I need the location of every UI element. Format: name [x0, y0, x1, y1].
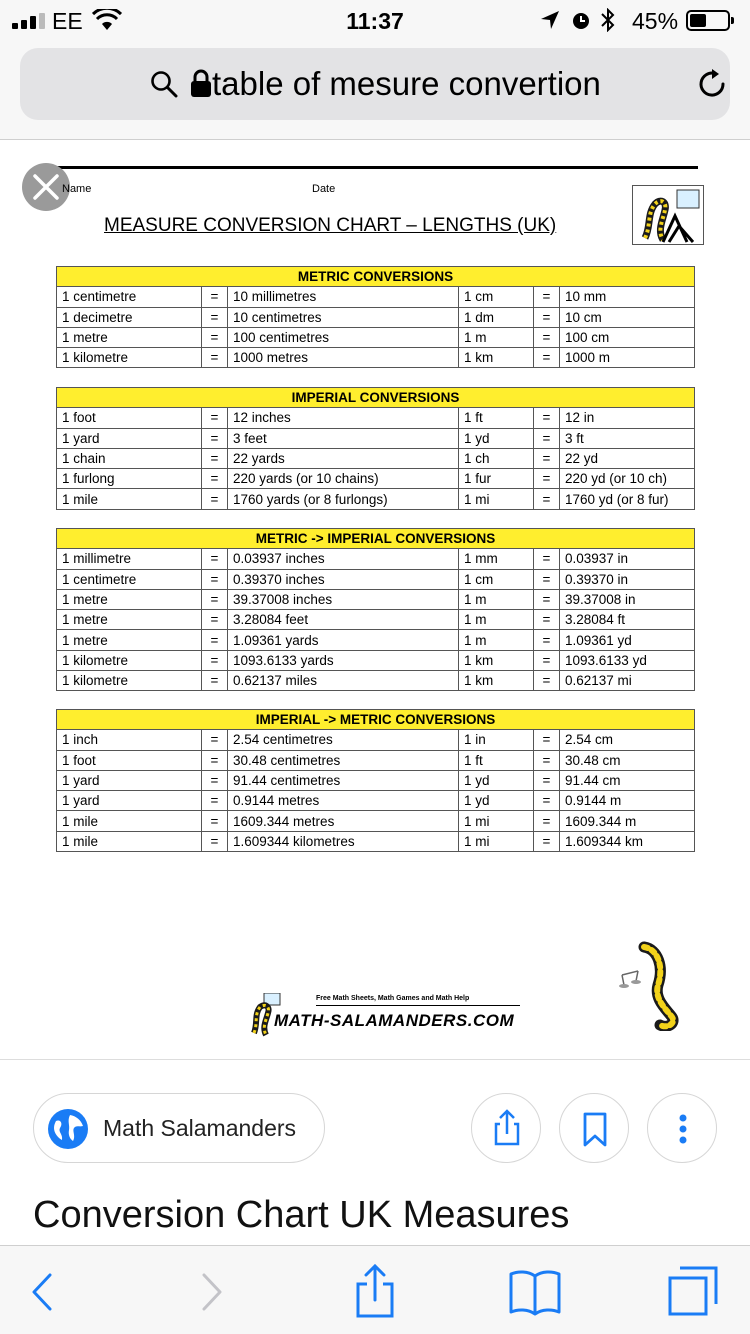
- search-icon: [150, 70, 178, 98]
- table-cell: 1.09361 yards: [228, 630, 459, 650]
- salamander-logo: [632, 185, 704, 245]
- table-cell: =: [202, 730, 228, 750]
- table-cell: =: [202, 348, 228, 368]
- table-cell: 1.09361 yd: [560, 630, 695, 650]
- table-row: [57, 287, 695, 307]
- table-cell: 1 km: [459, 348, 534, 368]
- table-header: METRIC -> IMPERIAL CONVERSIONS: [57, 529, 695, 549]
- table-row: [57, 650, 695, 670]
- table-cell: 3.28084 ft: [560, 610, 695, 630]
- table-cell: 1 ft: [459, 408, 534, 428]
- source-name: Math Salamanders: [103, 1115, 297, 1141]
- table-row: [57, 770, 695, 790]
- table-cell: 39.37008 in: [560, 589, 695, 609]
- table-cell: 100 cm: [560, 327, 695, 347]
- table-cell: 10 mm: [560, 287, 695, 307]
- table-cell: =: [534, 348, 560, 368]
- table-cell: =: [534, 791, 560, 811]
- table-cell: 12 in: [560, 408, 695, 428]
- table-row: [57, 589, 695, 609]
- table-cell: 0.39370 inches: [228, 569, 459, 589]
- status-bar: [0, 0, 750, 40]
- table-cell: 1 mi: [459, 811, 534, 831]
- source-button[interactable]: [33, 1093, 325, 1163]
- document-top-rule: [52, 166, 698, 169]
- table-cell: 1 metre: [57, 610, 202, 630]
- table-row: [57, 489, 695, 509]
- browser-top-bar: [0, 0, 750, 140]
- table-cell: =: [534, 750, 560, 770]
- status-time: 11:37: [346, 8, 404, 34]
- reload-icon[interactable]: [696, 68, 728, 100]
- table-cell: 1 foot: [57, 408, 202, 428]
- table-cell: =: [202, 408, 228, 428]
- table-header: METRIC CONVERSIONS: [57, 267, 695, 287]
- table-cell: 1000 m: [560, 348, 695, 368]
- battery-fill: [690, 14, 706, 27]
- share-icon: [472, 1094, 542, 1164]
- document-title: MEASURE CONVERSION CHART – LENGTHS (UK): [104, 215, 557, 236]
- table-row: [57, 307, 695, 327]
- table-cell: 1 centimetre: [57, 287, 202, 307]
- table-cell: =: [534, 589, 560, 609]
- table-cell: 1 mile: [57, 489, 202, 509]
- table-row: [57, 630, 695, 650]
- share-icon[interactable]: [352, 1262, 398, 1320]
- share-result-button[interactable]: [471, 1093, 541, 1163]
- table-cell: =: [534, 327, 560, 347]
- table-row: [57, 549, 695, 569]
- table-cell: 1 mile: [57, 831, 202, 851]
- table-cell: 1 m: [459, 589, 534, 609]
- table-cell: =: [534, 428, 560, 448]
- lock-icon: [190, 68, 212, 98]
- table-cell: 1 chain: [57, 448, 202, 468]
- table-cell: 1 in: [459, 730, 534, 750]
- table-cell: 1 ch: [459, 448, 534, 468]
- table-cell: =: [202, 287, 228, 307]
- bluetooth-icon: [600, 8, 616, 32]
- table-cell: 1 m: [459, 630, 534, 650]
- table-cell: 1 kilometre: [57, 671, 202, 691]
- table-cell: 1 yard: [57, 791, 202, 811]
- table-cell: =: [534, 630, 560, 650]
- table-row: [57, 610, 695, 630]
- imperial-to-metric-table: [56, 709, 695, 852]
- table-cell: =: [534, 489, 560, 509]
- footer-tagline: Free Math Sheets, Math Games and Math Help: [316, 995, 470, 1002]
- address-text[interactable]: table of mesure convertion: [212, 65, 601, 102]
- forward-icon[interactable]: [196, 1272, 226, 1312]
- table-cell: 1 yard: [57, 428, 202, 448]
- table-cell: 1 furlong: [57, 469, 202, 489]
- table-row: [57, 730, 695, 750]
- salamander-logo-icon: [633, 186, 705, 246]
- table-cell: 1000 metres: [228, 348, 459, 368]
- table-cell: 1 yard: [57, 770, 202, 790]
- table-cell: 12 inches: [228, 408, 459, 428]
- table-cell: 1 fur: [459, 469, 534, 489]
- table-row: [57, 750, 695, 770]
- bookmark-result-button[interactable]: [559, 1093, 629, 1163]
- table-header: IMPERIAL -> METRIC CONVERSIONS: [57, 710, 695, 730]
- table-cell: 10 centimetres: [228, 307, 459, 327]
- alarm-icon: [570, 9, 592, 31]
- table-cell: 1 m: [459, 610, 534, 630]
- globe-icon: [48, 1109, 88, 1149]
- table-cell: =: [202, 791, 228, 811]
- table-cell: 1 mi: [459, 489, 534, 509]
- table-header-row: [57, 267, 695, 287]
- table-row: [57, 327, 695, 347]
- metric-conversions-table: [56, 266, 695, 368]
- table-header-row: [57, 388, 695, 408]
- table-cell: 1 cm: [459, 287, 534, 307]
- table-cell: 1093.6133 yards: [228, 650, 459, 670]
- tabs-icon[interactable]: [666, 1264, 720, 1318]
- table-cell: =: [202, 650, 228, 670]
- table-cell: =: [534, 549, 560, 569]
- table-cell: 1 m: [459, 327, 534, 347]
- table-cell: =: [534, 469, 560, 489]
- table-cell: =: [534, 408, 560, 428]
- table-cell: 0.9144 metres: [228, 791, 459, 811]
- table-cell: =: [534, 448, 560, 468]
- location-icon: [540, 10, 560, 30]
- table-cell: 1.609344 km: [560, 831, 695, 851]
- table-cell: =: [534, 307, 560, 327]
- table-row: [57, 831, 695, 851]
- table-cell: 1093.6133 yd: [560, 650, 695, 670]
- table-row: [57, 671, 695, 691]
- table-cell: =: [202, 770, 228, 790]
- table-cell: =: [202, 671, 228, 691]
- table-cell: =: [534, 831, 560, 851]
- document-preview: [0, 141, 750, 1059]
- table-cell: 22 yd: [560, 448, 695, 468]
- table-cell: 1 foot: [57, 750, 202, 770]
- result-title[interactable]: Conversion Chart UK Measures: [33, 1194, 570, 1236]
- table-cell: 3 feet: [228, 428, 459, 448]
- more-options-button[interactable]: [647, 1093, 717, 1163]
- table-row: [57, 408, 695, 428]
- table-cell: 1760 yards (or 8 furlongs): [228, 489, 459, 509]
- table-cell: =: [202, 811, 228, 831]
- table-cell: =: [202, 831, 228, 851]
- table-cell: 1 kilometre: [57, 348, 202, 368]
- table-cell: 1 yd: [459, 770, 534, 790]
- battery-icon: [686, 10, 730, 31]
- name-label: Name: [62, 183, 92, 195]
- table-cell: 0.9144 m: [560, 791, 695, 811]
- table-cell: 10 millimetres: [228, 287, 459, 307]
- table-cell: =: [202, 489, 228, 509]
- browser-toolbar: [0, 1245, 750, 1334]
- table-cell: =: [202, 630, 228, 650]
- table-cell: 1 decimetre: [57, 307, 202, 327]
- table-cell: =: [534, 730, 560, 750]
- card-separator: [0, 1059, 750, 1060]
- table-cell: =: [202, 589, 228, 609]
- table-cell: 1 mi: [459, 831, 534, 851]
- date-label: Date: [312, 183, 336, 195]
- table-row: [57, 469, 695, 489]
- table-cell: 220 yards (or 10 chains): [228, 469, 459, 489]
- table-cell: 1760 yd (or 8 fur): [560, 489, 695, 509]
- table-cell: 0.39370 in: [560, 569, 695, 589]
- imperial-conversions-table: [56, 387, 695, 510]
- table-cell: 0.62137 miles: [228, 671, 459, 691]
- table-cell: 1 mm: [459, 549, 534, 569]
- table-cell: 3.28084 feet: [228, 610, 459, 630]
- table-row: [57, 569, 695, 589]
- table-cell: 39.37008 inches: [228, 589, 459, 609]
- table-row: [57, 348, 695, 368]
- table-cell: 1 dm: [459, 307, 534, 327]
- table-cell: 1 mile: [57, 811, 202, 831]
- table-cell: 0.03937 in: [560, 549, 695, 569]
- table-cell: 10 cm: [560, 307, 695, 327]
- table-cell: 30.48 centimetres: [228, 750, 459, 770]
- table-cell: 91.44 centimetres: [228, 770, 459, 790]
- battery-nub: [731, 17, 734, 24]
- table-row: [57, 811, 695, 831]
- table-cell: =: [534, 671, 560, 691]
- table-cell: 0.62137 mi: [560, 671, 695, 691]
- table-cell: 2.54 cm: [560, 730, 695, 750]
- table-cell: 1609.344 metres: [228, 811, 459, 831]
- footer-rule: [316, 1005, 520, 1006]
- table-cell: =: [202, 327, 228, 347]
- table-cell: =: [534, 569, 560, 589]
- table-cell: 91.44 cm: [560, 770, 695, 790]
- table-cell: 3 ft: [560, 428, 695, 448]
- table-cell: 1 km: [459, 650, 534, 670]
- table-header-row: [57, 529, 695, 549]
- table-cell: 100 centimetres: [228, 327, 459, 347]
- table-cell: 1 metre: [57, 630, 202, 650]
- table-cell: 1.609344 kilometres: [228, 831, 459, 851]
- battery-percent: 45%: [632, 8, 679, 34]
- back-icon[interactable]: [28, 1272, 58, 1312]
- table-cell: 1 km: [459, 671, 534, 691]
- table-cell: 22 yards: [228, 448, 459, 468]
- table-row: [57, 791, 695, 811]
- table-row: [57, 428, 695, 448]
- table-cell: =: [202, 428, 228, 448]
- bookmarks-icon[interactable]: [508, 1268, 562, 1316]
- table-cell: 1 centimetre: [57, 569, 202, 589]
- table-cell: =: [202, 569, 228, 589]
- table-cell: 1 yd: [459, 791, 534, 811]
- table-cell: =: [534, 650, 560, 670]
- table-cell: 30.48 cm: [560, 750, 695, 770]
- table-cell: =: [202, 610, 228, 630]
- table-header: IMPERIAL CONVERSIONS: [57, 388, 695, 408]
- table-cell: =: [534, 811, 560, 831]
- more-icon: [648, 1094, 718, 1164]
- table-cell: =: [534, 287, 560, 307]
- table-cell: =: [202, 549, 228, 569]
- table-cell: 2.54 centimetres: [228, 730, 459, 750]
- table-cell: 1 kilometre: [57, 650, 202, 670]
- table-cell: 1 ft: [459, 750, 534, 770]
- table-cell: =: [202, 448, 228, 468]
- table-cell: 1 metre: [57, 327, 202, 347]
- table-header-row: [57, 710, 695, 730]
- footer-site-name: MATH-SALAMANDERS.COM: [274, 1011, 515, 1030]
- table-cell: 1 metre: [57, 589, 202, 609]
- table-cell: 0.03937 inches: [228, 549, 459, 569]
- table-cell: 1 yd: [459, 428, 534, 448]
- table-cell: =: [202, 469, 228, 489]
- salamander-illustration: [618, 941, 690, 1031]
- table-row: [57, 448, 695, 468]
- bookmark-icon: [560, 1094, 630, 1164]
- table-cell: 1 cm: [459, 569, 534, 589]
- table-cell: 220 yd (or 10 ch): [560, 469, 695, 489]
- table-cell: 1 inch: [57, 730, 202, 750]
- table-cell: 1 millimetre: [57, 549, 202, 569]
- metric-to-imperial-table: [56, 528, 695, 691]
- table-cell: 1609.344 m: [560, 811, 695, 831]
- footer-logo: [248, 989, 530, 1041]
- table-cell: =: [534, 770, 560, 790]
- carrier-name: EE: [52, 8, 83, 34]
- table-cell: =: [534, 610, 560, 630]
- table-cell: =: [202, 307, 228, 327]
- address-bar[interactable]: [20, 48, 730, 120]
- table-cell: =: [202, 750, 228, 770]
